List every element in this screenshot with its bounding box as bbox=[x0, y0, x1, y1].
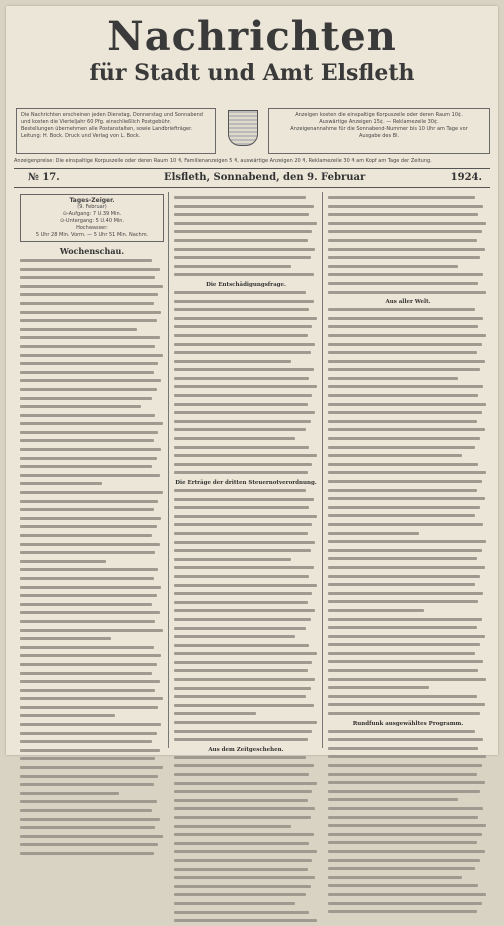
text-line bbox=[20, 397, 164, 404]
text-line bbox=[174, 592, 318, 599]
text-line bbox=[328, 703, 488, 710]
text-line bbox=[328, 609, 488, 616]
text-line bbox=[328, 308, 488, 315]
text-line bbox=[328, 764, 488, 771]
text-line bbox=[20, 689, 164, 696]
text-line bbox=[174, 454, 318, 461]
text-line bbox=[174, 463, 318, 470]
text-line bbox=[20, 672, 164, 679]
text-line bbox=[174, 291, 318, 298]
section-heading-zeitgeschehen: Aus dem Zeitgeschehen. bbox=[208, 746, 284, 753]
text-line bbox=[328, 781, 488, 788]
article-body bbox=[328, 196, 488, 297]
text-line bbox=[174, 885, 318, 892]
text-line bbox=[20, 422, 164, 429]
text-line bbox=[20, 757, 164, 764]
info-right-line: Anzeigen kosten die einspaltige Korpuszeile oder deren Raum 10¢. bbox=[295, 112, 463, 118]
text-line bbox=[20, 517, 164, 524]
text-line bbox=[328, 411, 488, 418]
text-line bbox=[20, 560, 164, 567]
info-left-line: Die Nachrichten erscheinen jeden Dienstag, Donnerstag und Sonnabend bbox=[21, 112, 203, 118]
text-line bbox=[328, 643, 488, 650]
text-line bbox=[174, 446, 318, 453]
text-line bbox=[174, 816, 318, 823]
text-line bbox=[174, 566, 318, 573]
price-line: Anzeigenpreise: Die einspaltige Korpuszeile oder deren Raum 10 ₰, Familienanzeigen 5 ₰, auswärtige Anzeigen 20 ₰, Reklamezeile 30 ₰ am Kopf am Tage der Zeitung. bbox=[14, 158, 432, 164]
text-line bbox=[174, 471, 318, 478]
text-line bbox=[174, 351, 318, 358]
text-line bbox=[20, 654, 164, 661]
text-line bbox=[328, 712, 488, 719]
text-line bbox=[174, 334, 318, 341]
text-line bbox=[174, 661, 318, 668]
text-line bbox=[20, 328, 164, 335]
article-body bbox=[174, 196, 318, 280]
text-line bbox=[328, 248, 488, 255]
text-line bbox=[328, 575, 488, 582]
text-line bbox=[328, 790, 488, 797]
text-line bbox=[328, 618, 488, 625]
text-line bbox=[174, 558, 318, 565]
text-line bbox=[20, 405, 164, 412]
text-line bbox=[20, 766, 164, 773]
text-line bbox=[328, 566, 488, 573]
text-line bbox=[20, 543, 164, 550]
text-line bbox=[328, 463, 488, 470]
almanac-line: ⊙-Untergang: 5 U.40 Min. bbox=[59, 218, 125, 224]
text-line bbox=[174, 411, 318, 418]
text-line bbox=[328, 273, 488, 280]
text-line bbox=[20, 491, 164, 498]
text-line bbox=[174, 196, 318, 203]
text-line bbox=[328, 652, 488, 659]
text-line bbox=[174, 437, 318, 444]
column-divider bbox=[168, 192, 169, 748]
text-line bbox=[328, 222, 488, 229]
subscription-info-box bbox=[16, 108, 216, 154]
text-line bbox=[174, 652, 318, 659]
text-line bbox=[328, 884, 488, 891]
text-line bbox=[20, 620, 164, 627]
text-line bbox=[328, 635, 488, 642]
section-heading-rundfunk: Rundfunk ausgewähltes Programm. bbox=[352, 720, 464, 727]
text-line bbox=[328, 532, 488, 539]
almanac-heading: Tages-Zeiger. bbox=[69, 197, 115, 204]
text-line bbox=[174, 498, 318, 505]
text-line bbox=[20, 843, 164, 850]
text-line bbox=[20, 448, 164, 455]
text-line bbox=[328, 910, 488, 917]
masthead bbox=[14, 14, 490, 114]
info-left-line: Leitung: H. Bock. Druck und Verlag von L. Bock. bbox=[21, 133, 141, 139]
text-line bbox=[328, 678, 488, 685]
text-line bbox=[328, 403, 488, 410]
text-line bbox=[174, 893, 318, 900]
almanac-line: ⊙-Aufgang: 7 U.39 Min. bbox=[62, 211, 122, 217]
text-line bbox=[328, 454, 488, 461]
text-line bbox=[174, 876, 318, 883]
text-line bbox=[328, 850, 488, 857]
text-line bbox=[328, 824, 488, 831]
section-heading-wochenschau: Wochenschau. bbox=[59, 246, 125, 256]
text-line bbox=[328, 755, 488, 762]
text-line bbox=[20, 414, 164, 421]
text-line bbox=[328, 428, 488, 435]
text-line bbox=[174, 248, 318, 255]
text-line bbox=[174, 394, 318, 401]
text-line bbox=[174, 730, 318, 737]
info-right-line: Auswärtige Anzeigen 15¢. — Reklamezeile 30¢. bbox=[319, 119, 439, 125]
text-line bbox=[328, 360, 488, 367]
place-date: Elsfleth, Sonnabend, den 9. Februar bbox=[164, 172, 366, 183]
text-line bbox=[20, 697, 164, 704]
text-line bbox=[174, 360, 318, 367]
text-line bbox=[20, 379, 164, 386]
text-line bbox=[328, 902, 488, 909]
text-line bbox=[20, 568, 164, 575]
text-line bbox=[174, 687, 318, 694]
text-line bbox=[174, 420, 318, 427]
text-line bbox=[20, 586, 164, 593]
info-left-line: und kosten die Vierteljahr 60 Pfg. einschließlich Postgebühr. bbox=[21, 119, 171, 125]
advertising-info-box bbox=[268, 108, 490, 154]
coat-of-arms-icon bbox=[228, 110, 258, 146]
text-line bbox=[328, 549, 488, 556]
text-line bbox=[328, 867, 488, 874]
issue-number: № 17. bbox=[28, 172, 60, 183]
rule-top bbox=[14, 168, 490, 169]
column-divider bbox=[322, 192, 323, 748]
text-line bbox=[328, 669, 488, 676]
text-line bbox=[20, 732, 164, 739]
text-line bbox=[174, 807, 318, 814]
text-line bbox=[20, 302, 164, 309]
text-line bbox=[328, 291, 488, 298]
text-line bbox=[328, 773, 488, 780]
text-line bbox=[174, 919, 318, 926]
text-line bbox=[20, 439, 164, 446]
text-line bbox=[174, 756, 318, 763]
text-line bbox=[174, 738, 318, 745]
article-body bbox=[328, 730, 488, 917]
text-line bbox=[20, 465, 164, 472]
text-line bbox=[328, 394, 488, 401]
article-body bbox=[328, 308, 488, 719]
text-line bbox=[174, 833, 318, 840]
newspaper-page bbox=[6, 6, 498, 755]
text-line bbox=[328, 343, 488, 350]
text-line bbox=[328, 807, 488, 814]
text-line bbox=[174, 300, 318, 307]
text-line bbox=[20, 577, 164, 584]
text-line bbox=[174, 678, 318, 685]
article-body bbox=[174, 756, 318, 926]
text-line bbox=[20, 603, 164, 610]
text-line bbox=[174, 489, 318, 496]
text-line bbox=[174, 902, 318, 909]
text-line bbox=[20, 800, 164, 807]
text-line bbox=[20, 474, 164, 481]
text-line bbox=[328, 471, 488, 478]
text-line bbox=[20, 388, 164, 395]
text-line bbox=[174, 222, 318, 229]
text-line bbox=[174, 627, 318, 634]
text-line bbox=[174, 213, 318, 220]
almanac-date: (9. Februar) bbox=[77, 204, 107, 210]
text-line bbox=[174, 325, 318, 332]
text-line bbox=[174, 532, 318, 539]
text-line bbox=[174, 368, 318, 375]
text-line bbox=[328, 256, 488, 263]
text-line bbox=[174, 601, 318, 608]
text-line bbox=[328, 686, 488, 693]
newspaper-subtitle: für Stadt und Amt Elsfleth bbox=[89, 60, 415, 86]
text-line bbox=[174, 377, 318, 384]
text-line bbox=[174, 343, 318, 350]
text-line bbox=[20, 371, 164, 378]
text-line bbox=[328, 600, 488, 607]
text-line bbox=[328, 325, 488, 332]
text-line bbox=[328, 695, 488, 702]
text-line bbox=[328, 196, 488, 203]
text-line bbox=[174, 669, 318, 676]
text-line bbox=[328, 833, 488, 840]
text-line bbox=[174, 515, 318, 522]
text-line bbox=[20, 457, 164, 464]
text-line bbox=[174, 523, 318, 530]
text-line bbox=[174, 385, 318, 392]
text-line bbox=[20, 354, 164, 361]
text-line bbox=[174, 790, 318, 797]
text-line bbox=[174, 773, 318, 780]
text-line bbox=[328, 626, 488, 633]
text-line bbox=[174, 764, 318, 771]
text-line bbox=[328, 377, 488, 384]
almanac-box bbox=[20, 194, 164, 242]
text-line bbox=[20, 637, 164, 644]
text-line bbox=[20, 319, 164, 326]
info-right-line: Ausgabe des Bl. bbox=[358, 133, 400, 139]
text-line bbox=[20, 740, 164, 747]
text-line bbox=[20, 285, 164, 292]
text-line bbox=[174, 635, 318, 642]
text-line bbox=[20, 534, 164, 541]
text-line bbox=[20, 345, 164, 352]
text-line bbox=[20, 680, 164, 687]
text-line bbox=[20, 835, 164, 842]
text-line bbox=[174, 549, 318, 556]
text-line bbox=[328, 660, 488, 667]
text-line bbox=[328, 351, 488, 358]
text-line bbox=[328, 540, 488, 547]
text-line bbox=[328, 506, 488, 513]
text-line bbox=[174, 265, 318, 272]
text-line bbox=[328, 859, 488, 866]
text-line bbox=[20, 629, 164, 636]
text-line bbox=[174, 317, 318, 324]
text-line bbox=[328, 205, 488, 212]
text-line bbox=[20, 551, 164, 558]
text-line bbox=[174, 230, 318, 237]
text-line bbox=[20, 276, 164, 283]
text-line bbox=[328, 480, 488, 487]
text-line bbox=[174, 541, 318, 548]
text-line bbox=[174, 575, 318, 582]
rule-bottom bbox=[14, 187, 490, 188]
text-line bbox=[174, 403, 318, 410]
text-line bbox=[174, 428, 318, 435]
column-2 bbox=[174, 194, 318, 753]
text-line bbox=[328, 876, 488, 883]
text-line bbox=[20, 611, 164, 618]
info-right-line: Anzeigenannahme für die Sonnabend-Nummer bis 10 Uhr am Tage vor bbox=[290, 126, 468, 132]
section-heading-aus-aller-welt: Aus aller Welt. bbox=[385, 299, 431, 306]
text-line bbox=[328, 420, 488, 427]
text-line bbox=[20, 362, 164, 369]
text-line bbox=[20, 259, 164, 266]
column-3 bbox=[328, 194, 488, 746]
text-line bbox=[328, 213, 488, 220]
text-line bbox=[174, 868, 318, 875]
text-line bbox=[328, 282, 488, 289]
text-line bbox=[328, 437, 488, 444]
text-line bbox=[174, 609, 318, 616]
text-line bbox=[174, 859, 318, 866]
text-line bbox=[174, 644, 318, 651]
text-line bbox=[20, 525, 164, 532]
text-line bbox=[174, 704, 318, 711]
text-line bbox=[20, 749, 164, 756]
text-line bbox=[174, 618, 318, 625]
text-line bbox=[328, 747, 488, 754]
text-line bbox=[328, 592, 488, 599]
text-line bbox=[328, 841, 488, 848]
text-line bbox=[174, 506, 318, 513]
text-line bbox=[20, 714, 164, 721]
text-line bbox=[328, 239, 488, 246]
text-line bbox=[328, 489, 488, 496]
text-line bbox=[328, 798, 488, 805]
text-line bbox=[20, 311, 164, 318]
text-line bbox=[174, 850, 318, 857]
text-line bbox=[20, 431, 164, 438]
text-line bbox=[20, 663, 164, 670]
text-line bbox=[20, 646, 164, 653]
text-line bbox=[328, 583, 488, 590]
text-line bbox=[20, 723, 164, 730]
text-line bbox=[20, 508, 164, 515]
text-line bbox=[328, 557, 488, 564]
text-line bbox=[20, 826, 164, 833]
text-line bbox=[328, 730, 488, 737]
text-line bbox=[174, 712, 318, 719]
text-line bbox=[20, 809, 164, 816]
text-line bbox=[20, 268, 164, 275]
text-line bbox=[328, 497, 488, 504]
text-line bbox=[328, 368, 488, 375]
text-line bbox=[174, 695, 318, 702]
text-line bbox=[328, 334, 488, 341]
text-line bbox=[20, 500, 164, 507]
text-line bbox=[174, 205, 318, 212]
text-line bbox=[20, 792, 164, 799]
text-line bbox=[174, 239, 318, 246]
article-body bbox=[174, 291, 318, 478]
text-line bbox=[20, 293, 164, 300]
issue-year: 1924. bbox=[450, 172, 482, 183]
text-line bbox=[20, 852, 164, 859]
text-line bbox=[20, 818, 164, 825]
text-line bbox=[174, 256, 318, 263]
newspaper-title: Nachrichten bbox=[107, 13, 397, 60]
text-line bbox=[328, 230, 488, 237]
text-line bbox=[20, 783, 164, 790]
section-heading-entschaedigung: Die Entschädigungsfrage. bbox=[206, 281, 286, 288]
text-line bbox=[174, 799, 318, 806]
text-line bbox=[328, 893, 488, 900]
column-1 bbox=[20, 194, 164, 746]
text-line bbox=[328, 738, 488, 745]
text-line bbox=[20, 706, 164, 713]
article-body bbox=[20, 259, 164, 859]
dateline bbox=[14, 172, 490, 186]
info-left-line: Bestellungen übernehmen alle Postanstalten, sowie Landbriefträger. bbox=[21, 126, 193, 132]
almanac-line: 5 Uhr 28 Min. Vorm. — 5 Uhr 51 Min. Nachm. bbox=[35, 232, 149, 238]
text-line bbox=[20, 594, 164, 601]
text-line bbox=[174, 782, 318, 789]
text-line bbox=[174, 273, 318, 280]
text-line bbox=[20, 775, 164, 782]
text-line bbox=[328, 446, 488, 453]
almanac-line: Hochwasser: bbox=[76, 225, 108, 231]
text-line bbox=[328, 514, 488, 521]
section-heading-steuernotverordnung: Die Erträge der dritten Steuernotverordnung. bbox=[175, 480, 317, 486]
text-line bbox=[174, 825, 318, 832]
text-line bbox=[174, 308, 318, 315]
text-line bbox=[328, 523, 488, 530]
text-line bbox=[328, 816, 488, 823]
text-line bbox=[174, 721, 318, 728]
text-line bbox=[328, 317, 488, 324]
text-line bbox=[328, 265, 488, 272]
text-line bbox=[174, 584, 318, 591]
text-line bbox=[20, 482, 164, 489]
text-line bbox=[174, 842, 318, 849]
text-line bbox=[20, 336, 164, 343]
text-line bbox=[328, 385, 488, 392]
article-body bbox=[174, 489, 318, 745]
text-line bbox=[174, 911, 318, 918]
